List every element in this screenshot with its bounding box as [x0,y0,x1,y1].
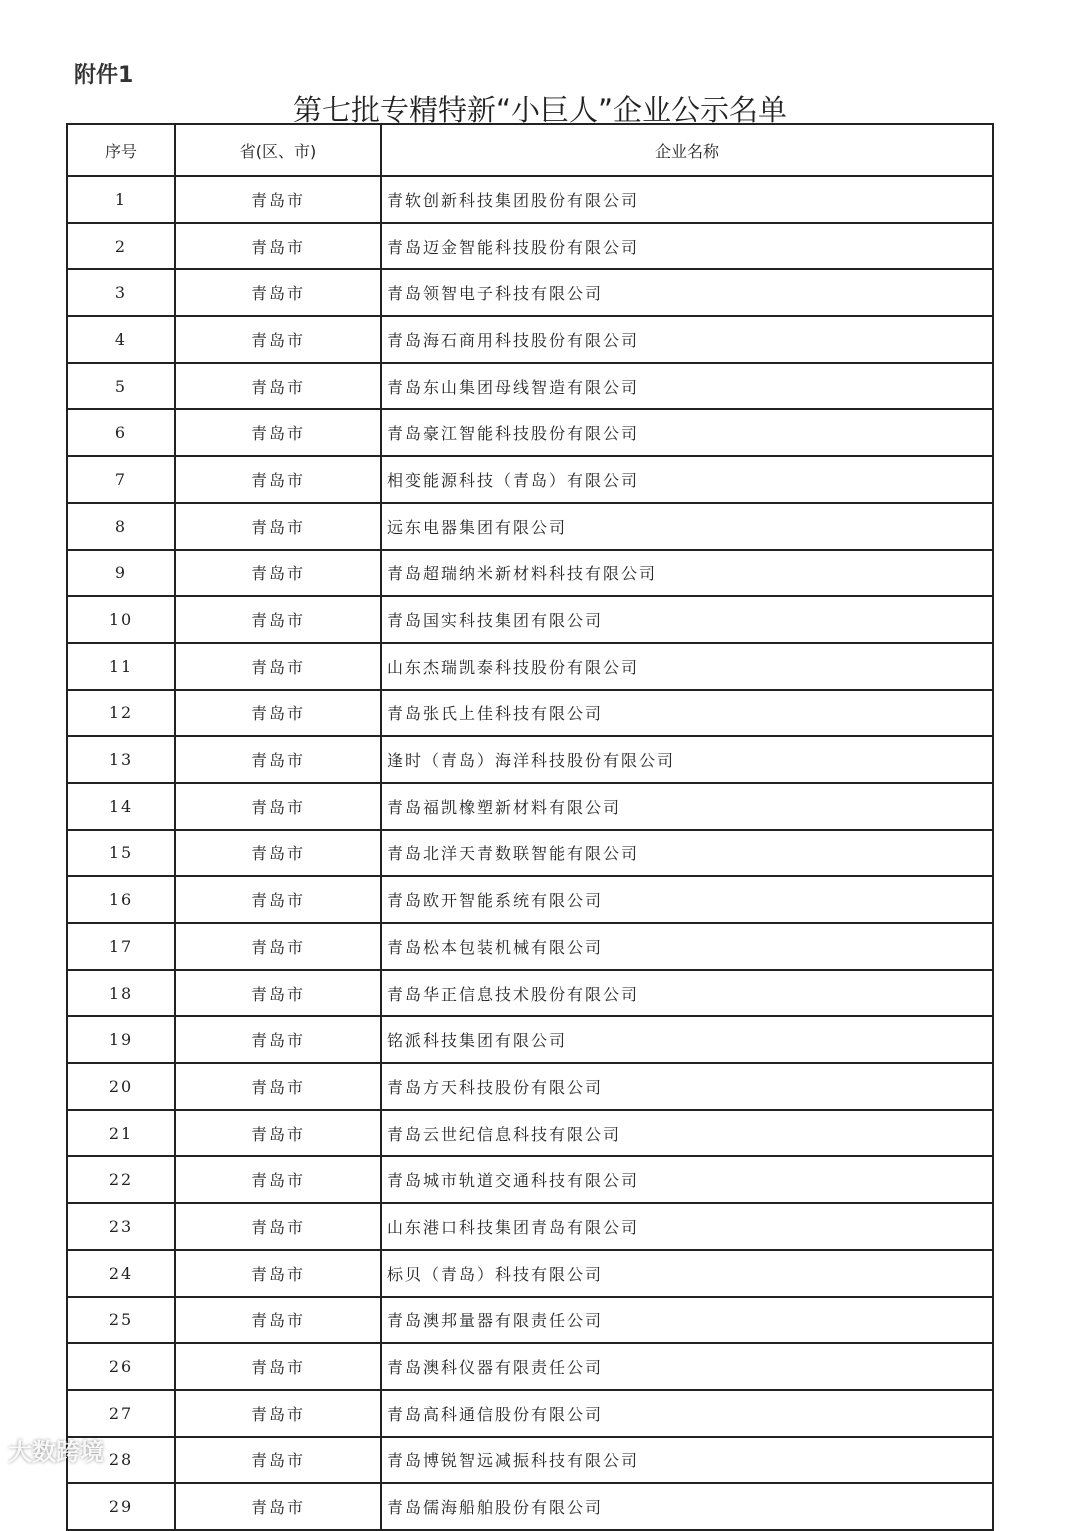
row-index: 24 [67,1250,175,1297]
row-company-name: 青岛张氏上佳科技有限公司 [381,690,993,737]
row-index: 8 [67,503,175,550]
table-row [67,363,993,410]
table-row [67,1437,993,1484]
attachment-label: 附件1 [74,63,134,88]
row-company-name: 青岛方天科技股份有限公司 [381,1063,993,1110]
row-index: 2 [67,223,175,270]
table-row [67,923,993,970]
table-row [67,1390,993,1437]
row-index: 16 [67,876,175,923]
row-company-name: 青岛博锐智远减振科技有限公司 [381,1437,993,1484]
row-index: 12 [67,690,175,737]
row-province: 青岛市 [175,1063,381,1110]
row-index: 5 [67,363,175,410]
table-row [67,1203,993,1250]
row-index: 27 [67,1390,175,1437]
row-company-name: 青岛东山集团母线智造有限公司 [381,363,993,410]
row-company-name: 青岛国实科技集团有限公司 [381,596,993,643]
row-province: 青岛市 [175,923,381,970]
table-row [67,830,993,877]
row-province: 青岛市 [175,456,381,503]
row-province: 青岛市 [175,503,381,550]
row-province: 青岛市 [175,783,381,830]
row-company-name: 青岛福凯橡塑新材料有限公司 [381,783,993,830]
company-table [66,123,994,1531]
row-province: 青岛市 [175,596,381,643]
row-company-name: 青岛海石商用科技股份有限公司 [381,316,993,363]
row-province: 青岛市 [175,316,381,363]
row-province: 青岛市 [175,736,381,783]
row-index: 29 [67,1483,175,1530]
row-company-name: 山东港口科技集团青岛有限公司 [381,1203,993,1250]
row-company-name: 青岛北洋天青数联智能有限公司 [381,830,993,877]
table-row [67,1250,993,1297]
table-row [67,596,993,643]
table-row [67,316,993,363]
header-province: 省(区、市) [175,124,381,176]
row-index: 15 [67,830,175,877]
table-row [67,783,993,830]
row-index: 3 [67,269,175,316]
row-province: 青岛市 [175,1343,381,1390]
row-index: 20 [67,1063,175,1110]
row-index: 14 [67,783,175,830]
row-province: 青岛市 [175,176,381,223]
row-company-name: 青岛领智电子科技有限公司 [381,269,993,316]
row-index: 13 [67,736,175,783]
row-province: 青岛市 [175,1437,381,1484]
row-province: 青岛市 [175,690,381,737]
table-row [67,690,993,737]
table-row [67,503,993,550]
table-header-row [67,124,993,176]
row-company-name: 铭派科技集团有限公司 [381,1016,993,1063]
row-index: 23 [67,1203,175,1250]
row-index: 18 [67,970,175,1017]
row-company-name: 青岛豪江智能科技股份有限公司 [381,409,993,456]
row-province: 青岛市 [175,830,381,877]
row-index: 1 [67,176,175,223]
row-company-name: 青软创新科技集团股份有限公司 [381,176,993,223]
row-index: 25 [67,1297,175,1344]
table-row [67,550,993,597]
row-province: 青岛市 [175,1390,381,1437]
row-company-name: 青岛儒海船舶股份有限公司 [381,1483,993,1530]
header-company-name: 企业名称 [381,124,993,176]
row-index: 6 [67,409,175,456]
row-province: 青岛市 [175,550,381,597]
row-province: 青岛市 [175,1156,381,1203]
document-title: 第七批专精特新“小巨人”企业公示名单 [292,93,788,127]
row-province: 青岛市 [175,1250,381,1297]
row-province: 青岛市 [175,1016,381,1063]
row-index: 4 [67,316,175,363]
row-index: 11 [67,643,175,690]
row-company-name: 青岛松本包装机械有限公司 [381,923,993,970]
row-index: 21 [67,1110,175,1157]
table-row [67,1297,993,1344]
row-index: 7 [67,456,175,503]
table-row [67,970,993,1017]
table-row [67,1483,993,1530]
row-province: 青岛市 [175,1203,381,1250]
table-row [67,1063,993,1110]
row-company-name: 青岛澳邦量器有限责任公司 [381,1297,993,1344]
table-row [67,1110,993,1157]
table-row [67,176,993,223]
row-province: 青岛市 [175,1110,381,1157]
watermark-logo: 大数跨境 [8,1438,104,1466]
row-index: 10 [67,596,175,643]
row-province: 青岛市 [175,643,381,690]
table-row [67,269,993,316]
row-company-name: 青岛迈金智能科技股份有限公司 [381,223,993,270]
row-index: 19 [67,1016,175,1063]
row-company-name: 青岛澳科仪器有限责任公司 [381,1343,993,1390]
table-row [67,1016,993,1063]
row-company-name: 标贝（青岛）科技有限公司 [381,1250,993,1297]
table-row [67,1343,993,1390]
row-index: 17 [67,923,175,970]
row-company-name: 青岛城市轨道交通科技有限公司 [381,1156,993,1203]
row-company-name: 相变能源科技（青岛）有限公司 [381,456,993,503]
row-province: 青岛市 [175,363,381,410]
table-row [67,643,993,690]
row-company-name: 青岛华正信息技术股份有限公司 [381,970,993,1017]
row-company-name: 青岛高科通信股份有限公司 [381,1390,993,1437]
table-row [67,876,993,923]
row-company-name: 山东杰瑞凯泰科技股份有限公司 [381,643,993,690]
row-company-name: 远东电器集团有限公司 [381,503,993,550]
row-province: 青岛市 [175,1297,381,1344]
row-province: 青岛市 [175,269,381,316]
row-province: 青岛市 [175,1483,381,1530]
table-row [67,736,993,783]
row-index: 26 [67,1343,175,1390]
row-company-name: 青岛欧开智能系统有限公司 [381,876,993,923]
row-company-name: 青岛超瑞纳米新材料科技有限公司 [381,550,993,597]
row-province: 青岛市 [175,970,381,1017]
row-company-name: 青岛云世纪信息科技有限公司 [381,1110,993,1157]
row-province: 青岛市 [175,223,381,270]
table-row [67,1156,993,1203]
row-province: 青岛市 [175,409,381,456]
row-index: 28 [67,1437,175,1484]
header-index: 序号 [67,124,175,176]
row-province: 青岛市 [175,876,381,923]
row-index: 22 [67,1156,175,1203]
row-index: 9 [67,550,175,597]
table-row [67,223,993,270]
table-row [67,456,993,503]
table-row [67,409,993,456]
row-company-name: 逢时（青岛）海洋科技股份有限公司 [381,736,993,783]
